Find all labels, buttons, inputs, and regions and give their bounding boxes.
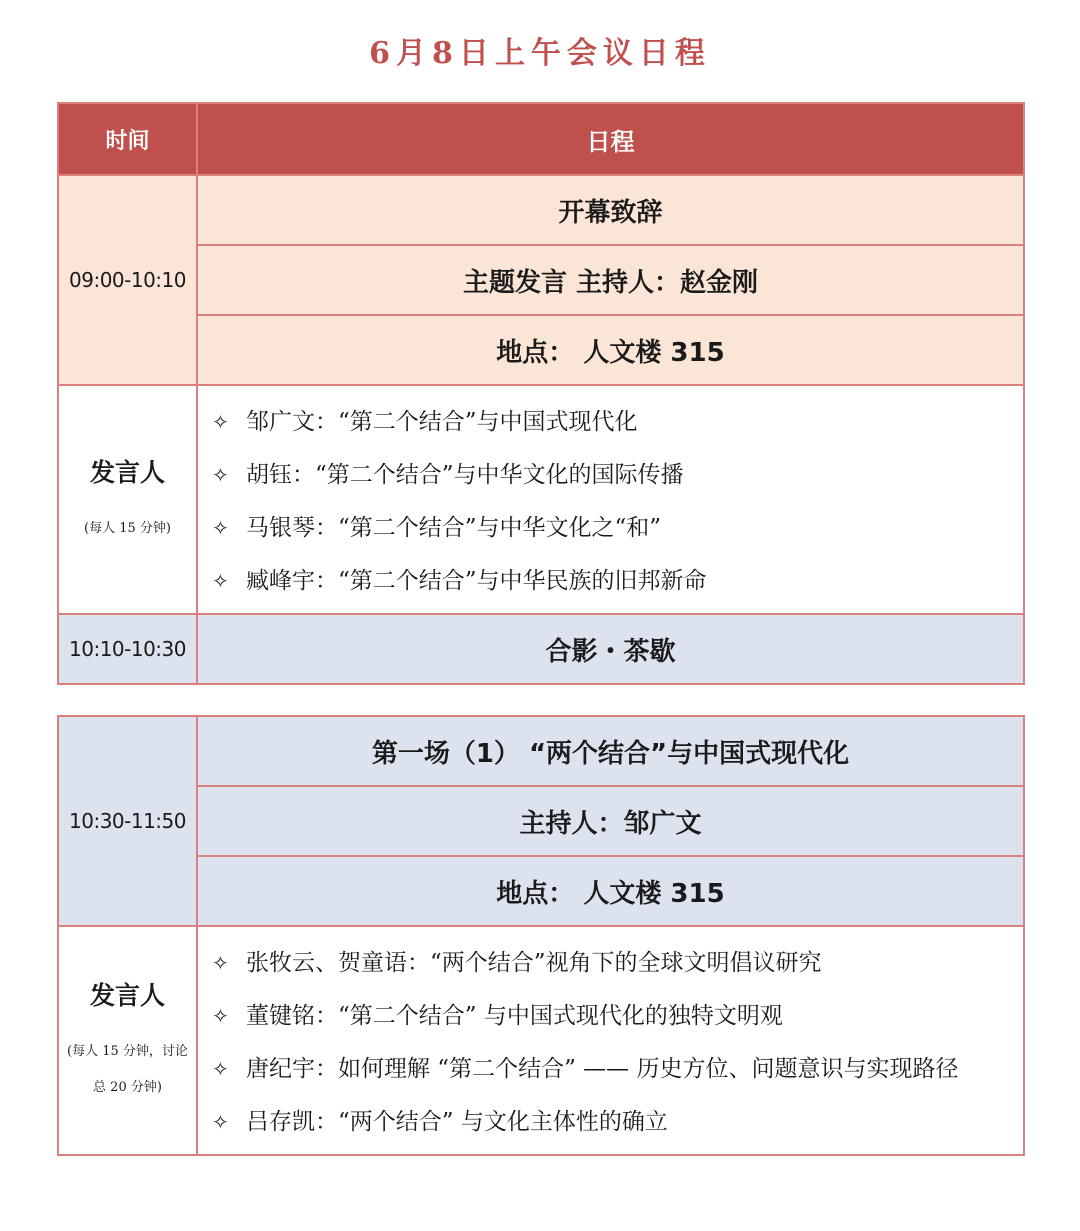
list-item — [212, 510, 1017, 546]
break-time: 10:10-10:30 — [58, 614, 197, 684]
talk-text: 唐纪宇：如何理解 “第二个结合” —— 历史方位、问题意识与实现路径 — [246, 1056, 959, 1082]
block1-row-venue — [58, 315, 1024, 385]
block1-time: 09:00-10:10 — [58, 175, 197, 385]
list-item — [212, 945, 1017, 981]
speakers-note: (每人 15 分钟，讨论总 20 分钟) — [67, 1043, 188, 1095]
block1-venue: 地点： 人文楼 315 — [197, 315, 1024, 385]
talk-text: 张牧云、贺童语：“两个结合”视角下的全球文明倡议研究 — [246, 950, 822, 976]
sparkle-bullet-icon: ✧ — [212, 516, 229, 540]
sparkle-bullet-icon: ✧ — [212, 1004, 229, 1028]
header-time: 时间 — [58, 103, 197, 175]
block2-row-session — [58, 716, 1024, 786]
table-header-row — [58, 103, 1024, 175]
block2-speakers-cell — [58, 926, 197, 1155]
block1-talk-list-cell — [197, 385, 1024, 614]
list-item — [212, 998, 1017, 1034]
block2-row-venue — [58, 856, 1024, 926]
block2-speakers-row — [58, 926, 1024, 1155]
break-label: 合影・茶歇 — [197, 614, 1024, 684]
page-title: 6月8日上午会议日程 — [369, 36, 711, 71]
block2-row-host — [58, 786, 1024, 856]
block1-speakers-cell — [58, 385, 197, 614]
block1-talk-list — [198, 386, 1023, 613]
block1-keynote: 主题发言 主持人：赵金刚 — [197, 245, 1024, 315]
list-item — [212, 563, 1017, 599]
break-row — [58, 614, 1024, 684]
list-item — [212, 1051, 1017, 1087]
speakers-label: 发言人 — [89, 980, 165, 1010]
schedule-table-2 — [57, 715, 1025, 1156]
speakers-label: 发言人 — [89, 457, 165, 487]
talk-text: 董键铭：“第二个结合” 与中国式现代化的独特文明观 — [246, 1003, 783, 1029]
block2-time: 10:30-11:50 — [58, 716, 197, 926]
talk-text: 胡钰：“第二个结合”与中华文化的国际传播 — [246, 462, 684, 488]
sparkle-bullet-icon: ✧ — [212, 463, 229, 487]
block1-row-keynote — [58, 245, 1024, 315]
block2-talk-list-cell — [197, 926, 1024, 1155]
sparkle-bullet-icon: ✧ — [212, 410, 229, 434]
sparkle-bullet-icon: ✧ — [212, 1057, 229, 1081]
block2-host: 主持人：邹广文 — [197, 786, 1024, 856]
block2-venue: 地点： 人文楼 315 — [197, 856, 1024, 926]
sparkle-bullet-icon: ✧ — [212, 1110, 229, 1134]
schedule-table-1 — [57, 102, 1025, 685]
block2-session: 第一场（1） “两个结合”与中国式现代化 — [197, 716, 1024, 786]
sparkle-bullet-icon: ✧ — [212, 569, 229, 593]
block1-speakers-row — [58, 385, 1024, 614]
talk-text: 吕存凯：“两个结合” 与文化主体性的确立 — [246, 1109, 668, 1135]
talk-text: 马银琴：“第二个结合”与中华文化之“和” — [246, 515, 662, 541]
block2-talk-list — [198, 927, 1023, 1154]
sparkle-bullet-icon: ✧ — [212, 951, 229, 975]
speakers-note: (每人 15 分钟) — [84, 520, 171, 536]
talk-text: 邹广文：“第二个结合”与中国式现代化 — [246, 409, 638, 435]
list-item — [212, 404, 1017, 440]
block1-opening: 开幕致辞 — [197, 175, 1024, 245]
list-item — [212, 457, 1017, 493]
talk-text: 臧峰宇：“第二个结合”与中华民族的旧邦新命 — [246, 568, 707, 594]
list-item — [212, 1104, 1017, 1140]
block1-row-opening — [58, 175, 1024, 245]
header-schedule: 日程 — [197, 103, 1024, 175]
